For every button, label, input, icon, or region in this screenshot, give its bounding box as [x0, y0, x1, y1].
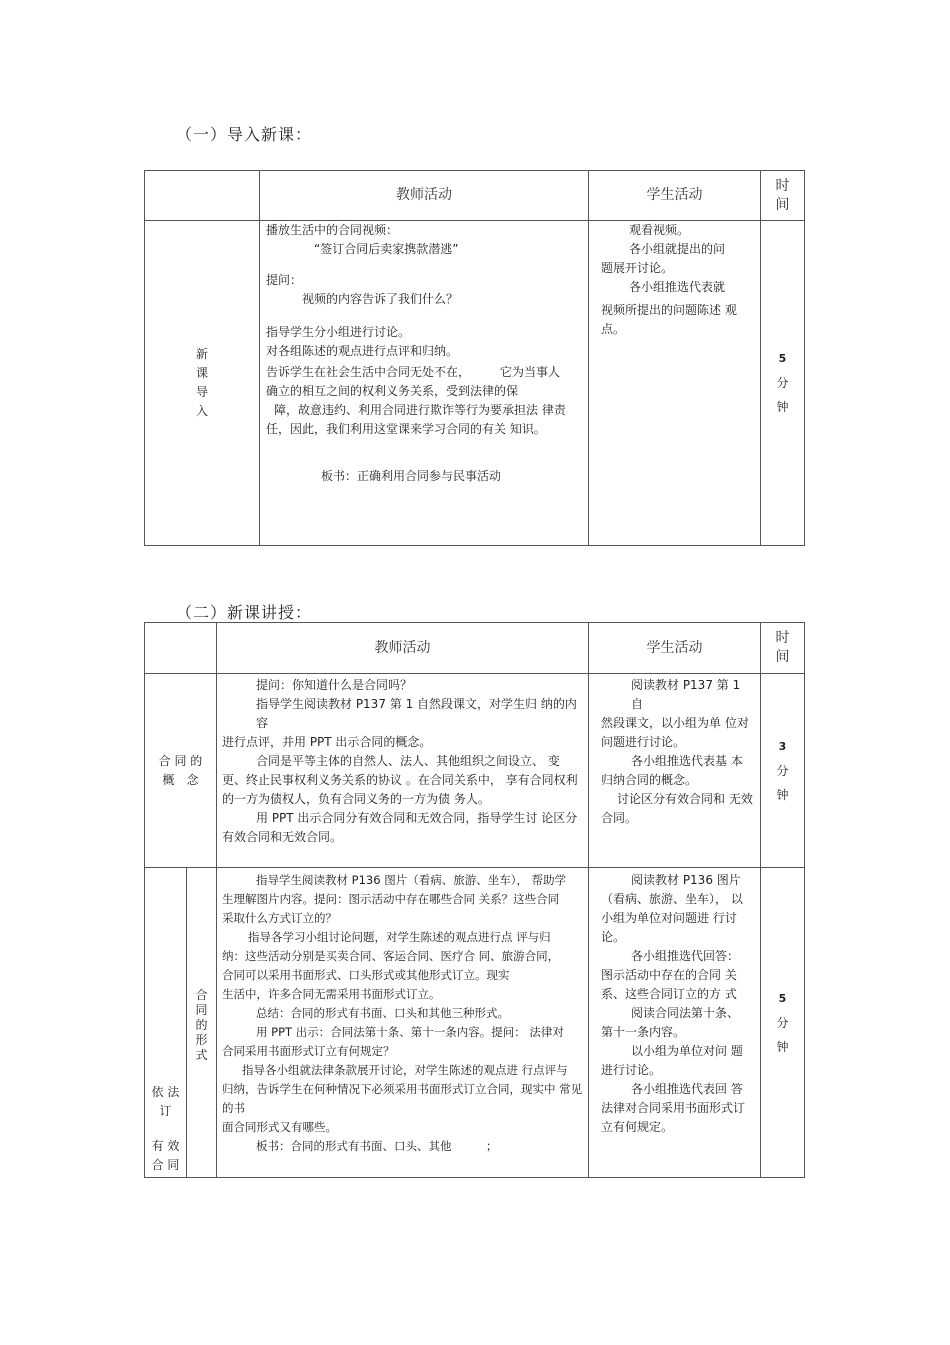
teacher-line: 面合同形式又有哪些。 — [222, 1120, 337, 1134]
label-char: 合 — [195, 988, 208, 1002]
header-teacher: 教师活动 — [260, 171, 589, 221]
table-row — [145, 868, 805, 1178]
student-line: 点。 — [601, 322, 626, 336]
header-time-bottom: 间 — [775, 649, 790, 665]
student-line: 然段课文，以小组为单 位对 — [601, 716, 749, 730]
label-line — [145, 1121, 186, 1137]
label-line: 合 同 的 — [158, 753, 203, 768]
teacher-line: 指导各学习小组讨论问题，对学生陈述的观点进行点 评与归 — [248, 930, 551, 944]
label-char: 的 — [195, 1018, 208, 1032]
teacher-line: 用 PPT 出示合同分有效合同和无效合同，指导学生讨 论区分 — [256, 811, 578, 825]
student-line: 观看视频。 — [629, 223, 690, 237]
teacher-activity-cell — [217, 674, 589, 868]
student-line: 阅读合同法第十条、 — [631, 1006, 740, 1020]
time-unit: 分 — [776, 763, 789, 778]
teacher-line — [266, 259, 582, 271]
student-line: 各小组推选代回答： — [631, 949, 740, 963]
student-line: 各小组推选代表基 本 — [631, 754, 743, 768]
student-line: 进行讨论。 — [601, 1063, 662, 1077]
label-line: 概 念 — [162, 772, 199, 787]
teacher-line — [266, 453, 582, 467]
table-header-row — [145, 171, 805, 221]
student-line: 第十一条内容。 — [601, 1025, 686, 1039]
student-line: 小组为单位对问题进 行讨 — [601, 911, 737, 925]
student-line: 合同。 — [601, 811, 638, 825]
student-line: 阅读教材 P137 第 1 自 — [631, 678, 745, 711]
teacher-line: 采取什么方式订立的？ — [222, 911, 337, 925]
student-line: 归纳合同的概念。 — [601, 773, 698, 787]
teacher-line: 障，故意违约、利用合同进行欺诈等行为要承担法 律责 — [274, 403, 566, 417]
teacher-line: 用 PPT 出示：合同法第十条、第十一条内容。提问： 法律对 — [256, 1025, 564, 1039]
label-line: 订 — [159, 1104, 172, 1118]
time-unit: 分 — [776, 1015, 789, 1030]
student-line: 各小组就提出的问 — [629, 242, 726, 256]
label-line: 有 效 — [151, 1139, 180, 1153]
teacher-line: 指导各小组就法律条款展开讨论，对学生陈述的观点进 行点评与 — [242, 1063, 568, 1077]
teacher-line: 确立的相互之间的权利义务关系，受到法律的保 — [266, 384, 519, 398]
teacher-line: 有效合同和无效合同。 — [222, 830, 343, 844]
label-char: 入 — [195, 404, 208, 418]
student-line: （看病、旅游、坐车）， 以 — [601, 892, 743, 906]
student-line: 立有何规定。 — [601, 1120, 674, 1134]
student-line: 问题进行讨论。 — [601, 735, 686, 749]
header-time — [761, 171, 805, 221]
teacher-activity-cell — [260, 221, 589, 546]
table-row — [145, 674, 805, 868]
student-line: 视频所提出的问题陈述 观 — [601, 303, 737, 317]
table-header-row — [145, 623, 805, 674]
time-value: 5 — [778, 352, 787, 365]
student-line: 讨论区分有效合同和 无效 — [617, 792, 753, 806]
time-cell — [761, 221, 805, 546]
teacher-line: 板书：正确利用合同参与民事活动 — [321, 469, 502, 483]
header-blank-cell — [145, 171, 260, 221]
teacher-line: 生理解图片内容。提问：图示活动中存在哪些合同 关系？这些合同 — [222, 892, 560, 906]
student-line: 图示活动中存在的合同 关 — [601, 968, 737, 982]
time-cell — [761, 868, 805, 1178]
section2-heading: （二）新课讲授： — [176, 603, 313, 622]
time-cell — [761, 674, 805, 868]
student-activity-cell — [589, 221, 761, 546]
student-line: 法律对合同采用书面形式订 — [601, 1101, 746, 1115]
header-student: 学生活动 — [589, 623, 761, 674]
time-value: 3 — [778, 739, 787, 753]
label-char: 同 — [195, 1003, 208, 1017]
teacher-line: 指导学生阅读教材 P137 第 1 自然段课文，对学生归 纳的内容 — [256, 697, 577, 730]
student-line: 阅读教材 P136 图片 — [631, 873, 741, 887]
student-line: 题展开讨论。 — [601, 261, 674, 275]
header-time — [761, 623, 805, 674]
header-student: 学生活动 — [589, 171, 761, 221]
header-blank-cell — [145, 623, 217, 674]
time-unit: 钟 — [776, 787, 789, 802]
header-time-bottom: 间 — [775, 196, 790, 213]
teacher-line: 更、终止民事权利义务关系的协议 。在合同关系中， 享有合同权利 — [222, 773, 578, 787]
table-row — [145, 221, 805, 546]
teacher-line: 总结：合同的形式有书面、口头和其他三种形式。 — [256, 1006, 509, 1020]
student-line: 各小组推选代表回 答 — [631, 1082, 743, 1096]
teacher-line: 对各组陈述的观点进行点评和归纳。 — [266, 344, 459, 358]
teacher-line — [266, 309, 582, 323]
teacher-line: “签订合同后卖家携款潜逃” — [314, 242, 459, 256]
teacher-line: 指导学生阅读教材 P136 图片（看病、旅游、坐车）， 帮助学 — [256, 873, 567, 887]
teacher-line: 指导学生分小组进行讨论。 — [266, 325, 411, 339]
teacher-line: 纳：这些活动分别是买卖合同、客运合同、医疗合 同、旅游合同， — [222, 949, 560, 963]
teacher-line: 的一方为债权人，负有合同义务的一方为债 务人。 — [222, 792, 490, 806]
label-char: 式 — [195, 1048, 208, 1062]
label-char: 新 — [195, 347, 208, 361]
row-label — [145, 221, 260, 546]
lecture-table — [144, 622, 805, 1178]
student-line: 各小组推选代表就 — [629, 280, 726, 294]
student-line: 系、这些合同订立的方 式 — [601, 987, 737, 1001]
inner-label — [187, 868, 217, 1178]
time-value: 5 — [778, 991, 787, 1005]
teacher-line: 视频的内容告诉了我们什么？ — [302, 292, 459, 306]
label-char: 形 — [195, 1033, 208, 1047]
student-line: 论。 — [601, 930, 626, 944]
teacher-activity-cell — [217, 868, 589, 1178]
label-line: 合 同 — [151, 1158, 180, 1172]
time-unit: 钟 — [776, 1039, 789, 1054]
student-activity-cell — [589, 868, 761, 1178]
section1-heading: （一）导入新课： — [176, 125, 313, 144]
teacher-line: 归纳，告诉学生在何种情况下必须采用书面形式订立合同，现实中 常见的书 — [222, 1082, 583, 1115]
header-teacher: 教师活动 — [217, 623, 589, 674]
teacher-line: 进行点评，并用 PPT 出示合同的概念。 — [222, 735, 432, 749]
label-char: 课 — [195, 366, 208, 380]
teacher-line — [266, 439, 582, 453]
teacher-line: 任，因此，我们利用这堂课来学习合同的有关 知识。 — [266, 422, 546, 436]
header-time-top: 时 — [775, 630, 790, 646]
teacher-line: 生活中，许多合同无需采用书面形式订立。 — [222, 987, 441, 1001]
outer-label — [145, 868, 187, 1178]
student-activity-cell — [589, 674, 761, 868]
teacher-line: 提问：你知道什么是合同吗？ — [256, 678, 413, 692]
teacher-line: 合同可以采用书面形式、口头形式或其他形式订立。现实 — [222, 968, 510, 982]
teacher-line: 告诉学生在社会生活中合同无处不在， 它为当事人 — [266, 365, 561, 379]
label-line: 依 法 — [151, 1085, 180, 1099]
teacher-line: 提问： — [266, 273, 303, 287]
teacher-line: 板书：合同的形式有书面、口头、其他 ； — [256, 1139, 498, 1153]
teacher-line: 播放生活中的合同视频： — [266, 223, 399, 237]
time-unit: 钟 — [776, 400, 789, 414]
label-char: 导 — [195, 385, 208, 399]
time-unit: 分 — [776, 376, 789, 390]
teacher-line: 合同采用书面形式订立有何规定？ — [222, 1044, 395, 1058]
header-time-top: 时 — [775, 177, 790, 194]
teacher-line: 合同是平等主体的自然人、法人、其他组织之间设立、 变 — [256, 754, 560, 768]
intro-table — [144, 170, 805, 546]
row-label — [145, 674, 217, 868]
student-line: 以小组为单位对问 题 — [631, 1044, 743, 1058]
